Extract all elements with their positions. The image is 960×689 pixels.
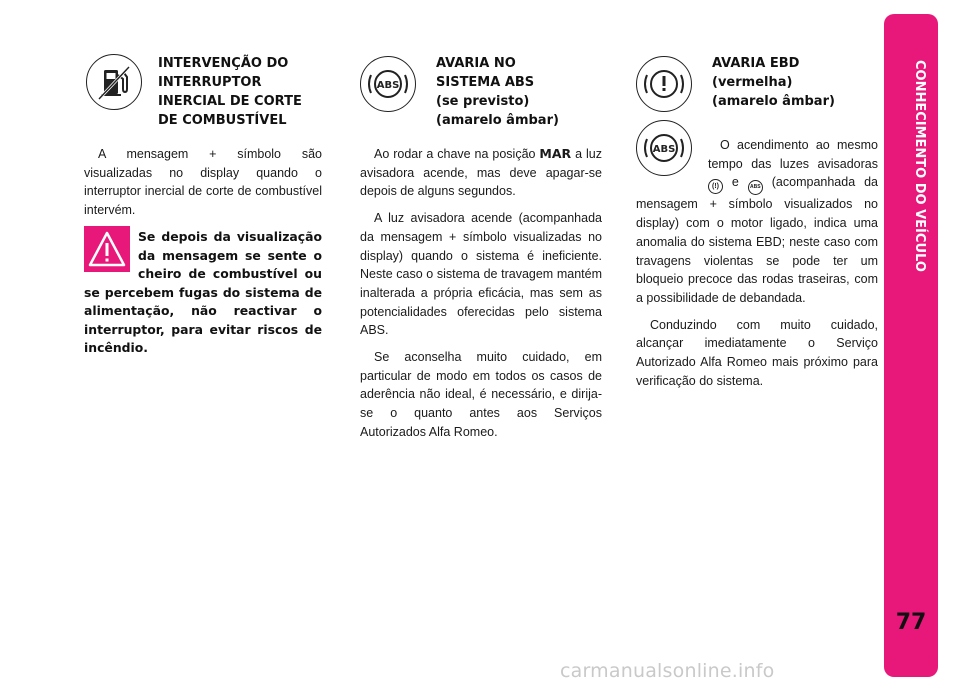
watermark: carmanualsonline.info (560, 660, 775, 682)
section-heading-abs-failure: AVARIA NO SISTEMA ABS (se previsto) (amarelo âmbar) (436, 56, 559, 128)
fuel-pump-icon (86, 54, 142, 110)
brake-warning-icon (636, 56, 692, 112)
page-number: 77 (895, 610, 927, 635)
ebd-p1-a: O acendimento ao mesmo tempo das luzes avisadoras (708, 138, 878, 171)
ebd-paragraph-2: Conduzindo com muito cuidado, alcançar imediatamente o Serviço Autorizado Alfa Romeo mais próximo para verificação do sistema. (636, 317, 878, 388)
abs-paragraph-3: Se aconselha muito cuidado, em particular de modo em todos os casos de aderência não ideal, é necessário, e dirija-se o quanto antes aos Serviços Autorizados Alfa Romeo. (360, 350, 602, 439)
section-heading-ebd-failure: AVARIA EBD (vermelha) (amarelo âmbar) (712, 56, 835, 109)
abs-icon-label: ABS (376, 80, 400, 91)
ebd-paragraph-1 (636, 136, 878, 308)
abs-failure-text (360, 145, 602, 450)
abs-paragraph-2: A luz avisadora acende (acompanhada da mensagem + símbolo visualizadas no display) quando o sistema é ineficiente. Neste caso o sistema de travagem mantém inalterada a própria eficácia, mas sem as potencialidades oferecidas pelo sistema ABS. (360, 211, 602, 338)
abs-paragraph-1 (360, 145, 602, 201)
ebd-p1-b: e (723, 175, 748, 190)
abs-p1-b: a luz avisadora acende, mas deve apagar-se depois de alguns segundos. (360, 147, 602, 199)
key-position-mar: MAR (539, 146, 572, 161)
abs-icon-label-2: ABS (652, 144, 676, 155)
ebd-p1-c: (acompanhada da mensagem + símbolo visualizados no display) com o motor ligado, indica uma anomalia do sistema EBD; neste caso com travagens violentas se pode ter um bloqueio precoce das rodas traseiras, com a possibilidade de debandada. (636, 175, 878, 305)
section-sidebar (884, 14, 938, 677)
fuel-leak-warning-text: Se depois da visualização da mensagem se sente o cheiro de combustível ou se percebem fugas do sistema de alimentação, não reactivar o interruptor, para evitar riscos de incêndio. (84, 229, 322, 355)
abs-p1-a: Ao rodar a chave na posição (374, 147, 540, 161)
fuel-cutoff-text: A mensagem + símbolo são visualizadas no display quando o interruptor inercial de corte de combustível intervém. (84, 147, 322, 218)
sidebar-title (884, 14, 938, 314)
abs-icon (360, 56, 416, 112)
fuel-leak-warning (84, 228, 322, 358)
section-heading-fuel-cutoff: INTERVENÇÃO DO INTERRUPTOR INERCIAL DE CORTE DE COMBUSTÍVEL (158, 56, 302, 128)
brake-warning-icon: (!) (708, 179, 723, 194)
ebd-failure-text (636, 136, 878, 398)
fuel-cutoff-paragraph (84, 145, 322, 228)
abs-icon: ABS (748, 180, 763, 195)
sidebar-title-text: CONHECIMENTO DO VEÍCULO (912, 60, 927, 272)
